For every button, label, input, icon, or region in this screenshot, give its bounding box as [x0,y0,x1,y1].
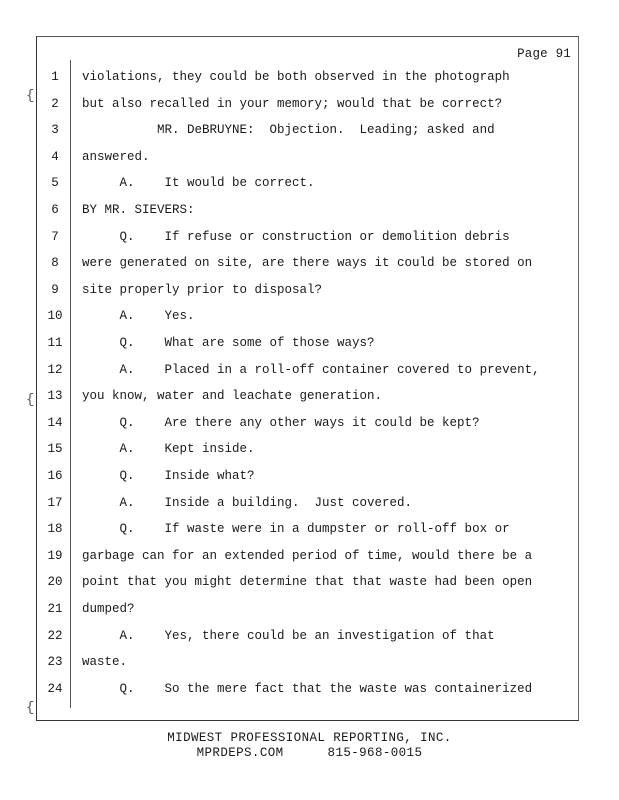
line-text: MR. DeBRUYNE: Objection. Leading; asked and [82,123,495,138]
line-number: 20 [47,575,63,590]
transcript-line [0,575,619,593]
line-number: 18 [47,522,63,537]
transcript-line [0,602,619,620]
line-number: 5 [51,176,59,191]
line-number: 10 [47,309,63,324]
line-number: 24 [47,681,63,696]
footer-website: MPRDEPS.COM [196,746,284,760]
transcript-line [0,97,619,115]
line-text: site properly prior to disposal? [82,282,323,297]
line-text: violations, they could be both observed in the photograph [82,70,510,84]
line-text: BY MR. SIEVERS: [82,203,195,217]
line-text: but also recalled in your memory; would that be correct? [82,96,503,111]
line-text: A. Kept inside. [82,442,255,457]
hole-punch-mark: { [26,700,35,716]
page-number: Page 91 [517,47,571,61]
line-number: 1 [51,70,59,84]
transcript-line [0,70,619,88]
transcript-line [0,283,619,301]
line-text: Q. What are some of those ways? [82,336,375,350]
line-text: A. Yes. [82,309,195,324]
line-number: 17 [47,495,63,510]
transcript-line [0,336,619,354]
footer-company: MIDWEST PROFESSIONAL REPORTING, INC. [167,731,452,745]
line-text: Q. So the mere fact that the waste was containerized [82,681,533,696]
line-text: garbage can for an extended period of time, would there be a [82,548,533,563]
line-number: 13 [47,389,63,404]
line-number: 6 [51,203,59,217]
line-number: 14 [47,415,63,430]
transcript-line [0,549,619,567]
transcript-line [0,150,619,168]
transcript-line [0,522,619,540]
transcript-line [0,655,619,673]
line-text: Q. Are there any other ways it could be kept? [82,415,480,430]
line-text: A. Yes, there could be an investigation of that [82,628,495,643]
line-number: 12 [47,362,63,377]
line-number: 15 [47,442,63,457]
line-text: A. Placed in a roll-off container covered to prevent, [82,362,540,377]
line-number: 23 [47,655,63,670]
line-text: were generated on site, are there ways it could be stored on [82,256,533,271]
line-number: 21 [47,602,63,616]
transcript-line [0,442,619,460]
line-text: Q. If waste were in a dumpster or roll-off box or [82,522,510,537]
line-text: waste. [82,655,128,670]
transcript-line [0,682,619,700]
transcript-line [0,123,619,141]
line-text: A. It would be correct. [82,176,315,191]
line-text: answered. [82,149,150,164]
transcript-line [0,176,619,194]
line-number: 3 [51,123,59,138]
line-text: A. Inside a building. Just covered. [82,495,413,510]
transcript-line [0,203,619,221]
transcript-line [0,416,619,434]
line-number: 11 [47,336,63,350]
line-text: Q. Inside what? [82,469,255,483]
transcript-line [0,309,619,327]
footer-phone: 815-968-0015 [327,746,423,760]
hole-punch-mark: { [26,392,35,408]
line-number: 4 [51,149,59,164]
line-number: 19 [47,548,63,563]
line-text: Q. If refuse or construction or demolition debris [82,229,510,244]
transcript-line [0,469,619,487]
transcript-line [0,363,619,381]
transcript-line [0,256,619,274]
line-number: 9 [51,282,59,297]
line-text: point that you might determine that that waste had been open [82,575,533,590]
line-number: 2 [51,96,59,111]
line-text: dumped? [82,602,135,616]
hole-punch-mark: { [26,88,35,104]
transcript-line [0,629,619,647]
transcript-line [0,389,619,407]
transcript-line [0,496,619,514]
line-number: 8 [51,256,59,271]
line-number: 22 [47,628,63,643]
transcript-line [0,230,619,248]
line-number: 7 [51,229,59,244]
line-number: 16 [47,469,63,483]
footer-contact [0,746,619,760]
line-text: you know, water and leachate generation. [82,389,383,404]
